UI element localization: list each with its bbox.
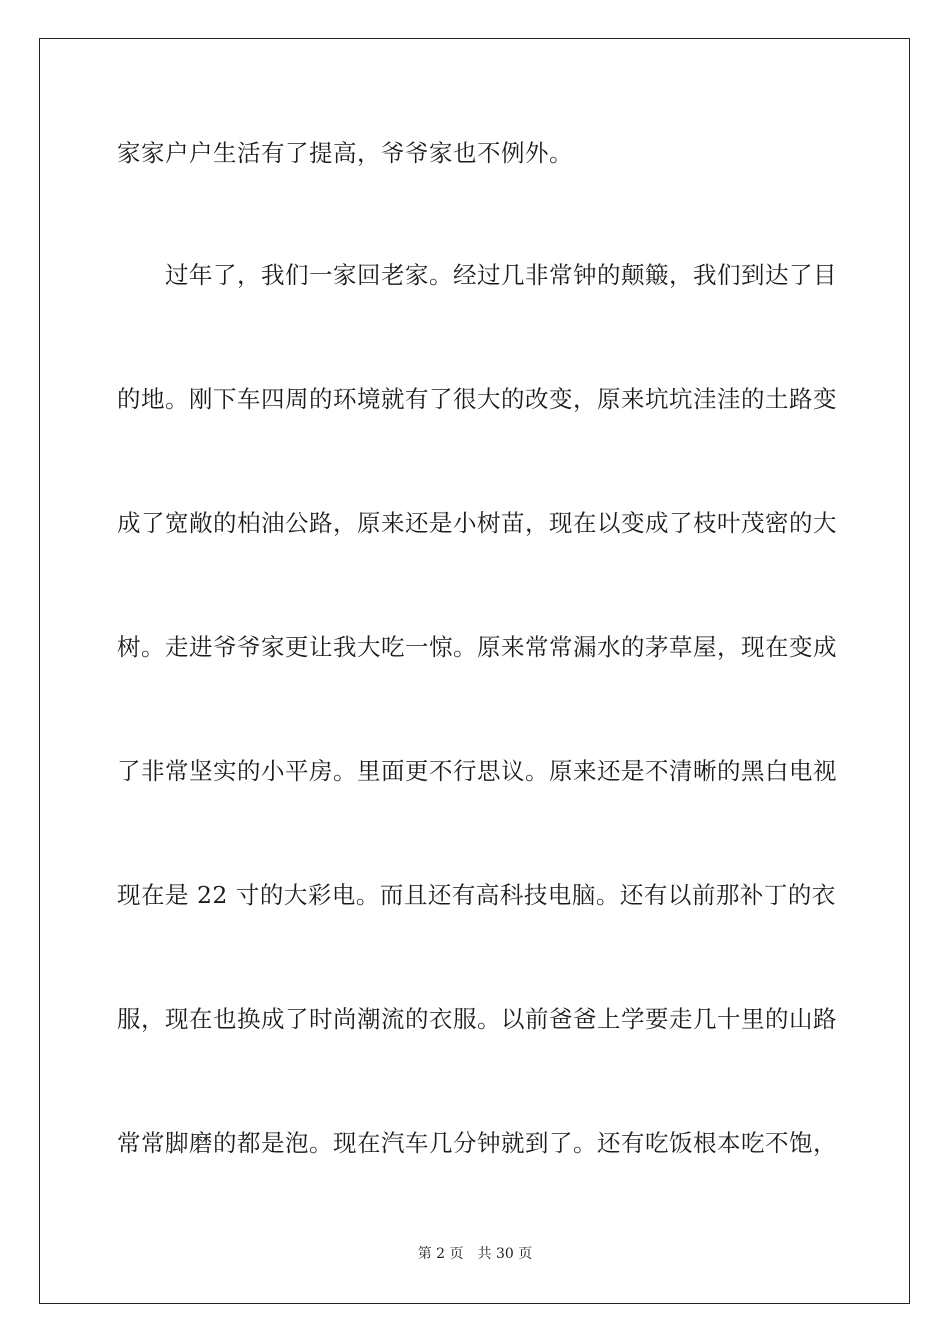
body-line-7: 现在是 22 寸的大彩电。而且还有高科技电脑。还有以前那补丁的衣 [117,881,836,909]
page-total: 共 30 页 [477,1246,533,1262]
page-border [39,38,910,1304]
body-line-4: 成了宽敞的柏油公路，原来还是小树苗，现在以变成了枝叶茂密的大 [117,509,837,537]
body-line-1: 家家户户生活有了提高，爷爷家也不例外。 [117,139,573,167]
body-line-8: 服，现在也换成了时尚潮流的衣服。以前爸爸上学要走几十里的山路 [117,1005,837,1033]
body-line-3: 的地。刚下车四周的环境就有了很大的改变，原来坑坑洼洼的土路变 [117,385,837,413]
body-line-6: 了非常坚实的小平房。里面更不行思议。原来还是不清晰的黑白电视 [117,757,837,785]
page-footer [0,1244,950,1264]
body-line-9: 常常脚磨的都是泡。现在汽车几分钟就到了。还有吃饭根本吃不饱， [117,1129,837,1157]
page-number: 第 2 页 [417,1246,464,1262]
body-line-5: 树。走进爷爷家更让我大吃一惊。原来常常漏水的茅草屋，现在变成 [117,633,837,661]
body-line-2: 过年了，我们一家回老家。经过几非常钟的颠簸，我们到达了目 [165,261,837,289]
